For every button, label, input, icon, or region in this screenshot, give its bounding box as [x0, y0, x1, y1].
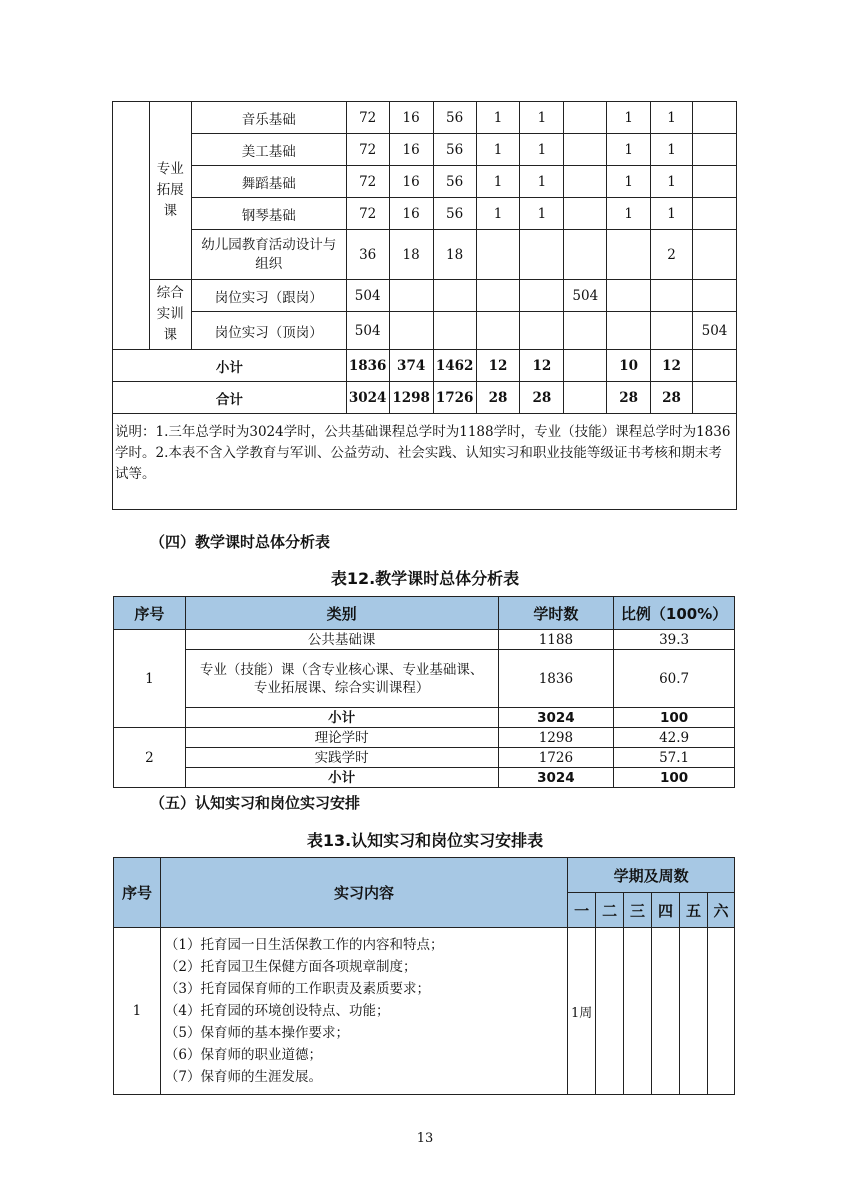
week-cell: 1周 — [568, 928, 596, 1095]
list-item: （6）保育师的职业道德； — [164, 1047, 323, 1063]
cell: 56 — [433, 102, 476, 134]
cell: 1 — [476, 166, 520, 198]
table-row — [113, 102, 737, 134]
table-row — [114, 748, 735, 768]
subtotal-row — [114, 768, 735, 788]
section-heading: （四）教学课时总体分析表 — [150, 533, 331, 551]
expansion-course-group — [149, 102, 191, 280]
cell: 28 — [607, 382, 651, 414]
cell — [476, 280, 520, 312]
course-name: 舞蹈基础 — [191, 166, 346, 198]
course-name-text: 幼儿园教育活动设计与组织 — [201, 236, 337, 272]
cell: 18 — [389, 230, 433, 280]
list-item: （1）托育园一日生活保教工作的内容和特点； — [164, 937, 444, 953]
course-name: 岗位实习（跟岗） — [191, 280, 346, 312]
cell: 72 — [346, 134, 389, 166]
column-header: 学期及周数 — [568, 858, 735, 893]
cell: 56 — [433, 166, 476, 198]
course-name: 钢琴基础 — [191, 198, 346, 230]
semester-header: 四 — [652, 893, 680, 928]
cell — [564, 312, 607, 350]
cell: 1 — [476, 102, 520, 134]
cell — [564, 102, 607, 134]
hours-cell: 1836 — [498, 650, 614, 708]
cell — [564, 230, 607, 280]
cell: 1 — [651, 198, 693, 230]
cell — [693, 350, 737, 382]
internship-schedule-table — [113, 857, 735, 1095]
semester-header: 一 — [568, 893, 596, 928]
cell — [520, 230, 564, 280]
category-cell: 实践学时 — [185, 748, 498, 768]
ratio-cell: 60.7 — [614, 650, 735, 708]
cell: 16 — [389, 134, 433, 166]
ratio-cell: 42.9 — [614, 728, 735, 748]
cell: 1 — [607, 166, 651, 198]
cell — [564, 350, 607, 382]
cell — [693, 280, 737, 312]
cell — [389, 280, 433, 312]
hours-cell: 3024 — [498, 768, 614, 788]
table-row — [114, 728, 735, 748]
cell: 12 — [520, 350, 564, 382]
cell — [476, 312, 520, 350]
ratio-cell: 100 — [614, 768, 735, 788]
course-name — [191, 230, 346, 280]
cell — [651, 312, 693, 350]
table-row — [113, 312, 737, 350]
semester-header: 六 — [707, 893, 734, 928]
list-item: （7）保育师的生涯发展。 — [164, 1069, 323, 1085]
header-row — [114, 597, 735, 630]
table-row — [114, 630, 735, 650]
cell — [564, 198, 607, 230]
cell: 374 — [389, 350, 433, 382]
cell: 1 — [651, 134, 693, 166]
cell: 504 — [346, 312, 389, 350]
hours-cell: 3024 — [498, 708, 614, 728]
cell — [651, 280, 693, 312]
section-heading: （五）认知实习和岗位实习安排 — [150, 794, 361, 812]
cell — [433, 280, 476, 312]
cell — [693, 166, 737, 198]
cell — [564, 134, 607, 166]
column-header: 序号 — [114, 858, 161, 928]
cell — [607, 230, 651, 280]
cell: 504 — [564, 280, 607, 312]
cell: 36 — [346, 230, 389, 280]
cell — [693, 134, 737, 166]
category-cell — [185, 650, 498, 708]
ratio-cell: 57.1 — [614, 748, 735, 768]
category-cell — [113, 102, 150, 350]
column-header: 比例（100%） — [614, 597, 735, 630]
cell — [564, 382, 607, 414]
ratio-cell: 100 — [614, 708, 735, 728]
table-row — [113, 198, 737, 230]
week-cell — [680, 928, 708, 1095]
cell: 56 — [433, 198, 476, 230]
week-cell — [707, 928, 734, 1095]
cell: 1 — [607, 134, 651, 166]
cell: 1 — [520, 198, 564, 230]
group-label-comprehensive: 综合实训课 — [156, 285, 184, 343]
column-header: 序号 — [114, 597, 186, 630]
cell: 12 — [476, 350, 520, 382]
cell: 72 — [346, 198, 389, 230]
cell — [520, 280, 564, 312]
total-label: 合计 — [113, 382, 347, 414]
cell — [693, 230, 737, 280]
cell: 16 — [389, 198, 433, 230]
cell: 1 — [651, 166, 693, 198]
course-name: 岗位实习（顶岗） — [191, 312, 346, 350]
course-name: 音乐基础 — [191, 102, 346, 134]
cell: 1836 — [346, 350, 389, 382]
subtotal-row — [114, 708, 735, 728]
row-number: 1 — [114, 928, 161, 1095]
category-cell: 小计 — [185, 708, 498, 728]
list-item: （4）托育园的环境创设特点、功能； — [164, 1003, 390, 1019]
cell: 1462 — [433, 350, 476, 382]
list-item: （5）保育师的基本操作要求； — [164, 1025, 350, 1041]
cell: 3024 — [346, 382, 389, 414]
cell: 1 — [607, 198, 651, 230]
column-header: 学时数 — [498, 597, 614, 630]
cell — [693, 198, 737, 230]
cell: 1 — [476, 134, 520, 166]
list-item: （3）托育园保育师的工作职责及素质要求； — [164, 981, 431, 997]
internship-content — [160, 928, 567, 1095]
cell: 504 — [693, 312, 737, 350]
cell: 504 — [346, 280, 389, 312]
hours-cell: 1726 — [498, 748, 614, 768]
cell — [607, 312, 651, 350]
column-header: 类别 — [185, 597, 498, 630]
course-name: 美工基础 — [191, 134, 346, 166]
row-number: 1 — [114, 630, 186, 728]
table-row — [113, 166, 737, 198]
hours-cell: 1188 — [498, 630, 614, 650]
cell: 28 — [520, 382, 564, 414]
cell: 1298 — [389, 382, 433, 414]
table-row — [113, 134, 737, 166]
cell — [607, 280, 651, 312]
cell: 28 — [476, 382, 520, 414]
cell: 1 — [651, 102, 693, 134]
ratio-cell: 39.3 — [614, 630, 735, 650]
semester-header: 五 — [680, 893, 708, 928]
row-number: 2 — [114, 728, 186, 788]
note-row — [113, 414, 737, 510]
table-row — [113, 230, 737, 280]
total-row — [113, 382, 737, 414]
hours-analysis-table — [113, 596, 735, 788]
cell: 1 — [520, 134, 564, 166]
subtotal-label: 小计 — [113, 350, 347, 382]
category-cell: 公共基础课 — [185, 630, 498, 650]
page-number: 13 — [416, 1131, 434, 1146]
cell: 56 — [433, 134, 476, 166]
cell: 12 — [651, 350, 693, 382]
column-header: 实习内容 — [160, 858, 567, 928]
cell: 1 — [607, 102, 651, 134]
semester-header: 三 — [624, 893, 652, 928]
hours-cell: 1298 — [498, 728, 614, 748]
cell: 1 — [520, 102, 564, 134]
cell: 18 — [433, 230, 476, 280]
cell — [693, 382, 737, 414]
cell — [564, 166, 607, 198]
category-cell: 小计 — [185, 768, 498, 788]
cell: 16 — [389, 102, 433, 134]
list-item: （2）托育园卫生保健方面各项规章制度； — [164, 959, 417, 975]
week-cell — [624, 928, 652, 1095]
cell: 72 — [346, 166, 389, 198]
semester-header: 二 — [596, 893, 624, 928]
table-caption: 表13.认知实习和岗位实习安排表 — [306, 831, 544, 850]
table-row — [114, 650, 735, 708]
cell: 1726 — [433, 382, 476, 414]
cell: 2 — [651, 230, 693, 280]
cell — [693, 102, 737, 134]
group-label-expansion: 专业拓展课 — [156, 161, 184, 219]
table-row — [114, 928, 735, 1095]
table-caption: 表12.教学课时总体分析表 — [330, 569, 520, 588]
cell: 10 — [607, 350, 651, 382]
week-cell — [596, 928, 624, 1095]
table-row — [113, 280, 737, 312]
cell — [520, 312, 564, 350]
table-note: 说明：1.三年总学时为3024学时，公共基础课程总学时为1188学时，专业（技能）课程总学时为1836学时。2.本表不含入学教育与军训、公益劳动、社会实践、认知实习和职业技能等级证书考核和期末考试等。 — [113, 414, 737, 510]
cell: 1 — [476, 198, 520, 230]
subtotal-row — [113, 350, 737, 382]
category-cell: 理论学时 — [185, 728, 498, 748]
cell — [389, 312, 433, 350]
comprehensive-course-group — [149, 280, 191, 350]
header-row — [114, 858, 735, 893]
course-schedule-table — [112, 101, 737, 510]
cell: 16 — [389, 166, 433, 198]
cell: 1 — [520, 166, 564, 198]
cell — [433, 312, 476, 350]
cell: 28 — [651, 382, 693, 414]
week-cell — [652, 928, 680, 1095]
category-text: 专业（技能）课（含专业核心课、专业基础课、专业拓展课、综合实训课程） — [199, 661, 484, 696]
cell: 72 — [346, 102, 389, 134]
cell — [476, 230, 520, 280]
